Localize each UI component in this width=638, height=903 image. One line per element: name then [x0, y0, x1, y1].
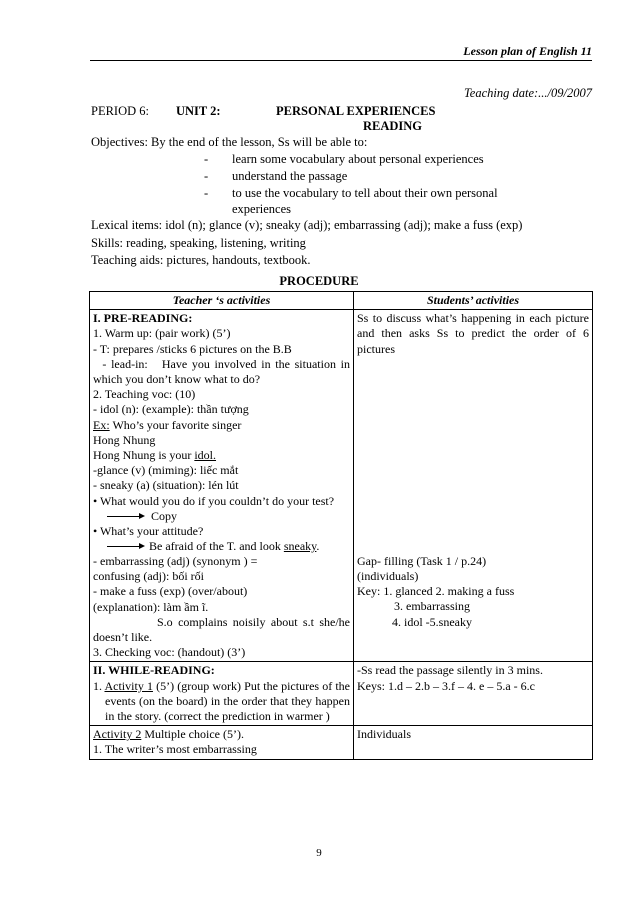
activity-2-students-cell	[354, 726, 593, 759]
objective-item: - understand the passage	[204, 169, 348, 183]
vocab-idol: - idol (n): (example): thần tượng	[93, 402, 249, 417]
students-discuss: Ss to discuss what’s happening in each picture and then asks Ss to predict the order of 6 pictures	[357, 311, 589, 356]
example-sentence: Hong Nhung is your idol.	[93, 448, 217, 463]
warm-up: 1. Warm up: (pair work) (5’)	[93, 326, 231, 341]
procedure-title: PROCEDURE	[279, 274, 359, 288]
running-header: Lesson plan of English 11	[463, 44, 592, 58]
teaching-aids: Teaching aids: pictures, handouts, textbook.	[91, 253, 311, 267]
vocab-fuss-explanation: (explanation): làm ầm ĩ.	[93, 599, 209, 614]
teacher-column-header: Teacher ‘s activities	[90, 292, 354, 310]
key-line: Key: 1. glanced 2. making a fuss	[357, 584, 515, 599]
pre-reading-teacher-cell	[90, 310, 354, 662]
activity-1-keys: Keys: 1.d – 2.b – 3.f – 4. e – 5.a - 6.c	[357, 678, 535, 693]
right-arrow-icon	[107, 516, 143, 517]
header-rule	[90, 60, 592, 61]
checking-voc: 3. Checking voc: (handout) (3’)	[93, 645, 246, 660]
vocab-make-a-fuss: - make a fuss (exp) (over/about)	[93, 584, 248, 599]
fuss-definition: S.o complains noisily about s.t she/he doesn’t like.	[93, 614, 350, 645]
gap-filling: Gap- filling (Task 1 / p.24)	[357, 553, 487, 568]
students-column-header: Students’ activities	[354, 292, 593, 310]
pre-reading-students-cell	[354, 310, 593, 662]
lexical-items: Lexical items: idol (n); glance (v); sneaky (adj); embarrassing (adj); make a fuss (exp)	[91, 218, 523, 232]
vocab-confusing: confusing (adj): bối rối	[93, 569, 204, 584]
activity-1: 1. Activity 1 (5’) (group work) Put the pictures of the events (on the board) in the order that they happen in the story. (correct the prediction in warmer )	[93, 678, 351, 724]
while-reading-teacher-cell	[90, 662, 354, 726]
lead-in: - lead-in: Have you involved in the situation in which you don’t know what to do?	[93, 356, 354, 387]
period-label: PERIOD 6:	[91, 104, 149, 118]
unit-label: UNIT 2:	[176, 104, 221, 118]
objectives-label: Objectives: By the end of the lesson, Ss will be able to:	[91, 135, 368, 149]
objective-item: - learn some vocabulary about personal experiences	[204, 152, 484, 166]
table-row	[90, 662, 593, 726]
activity-2: Activity 2 Multiple choice (5’).	[93, 727, 244, 742]
individuals: (individuals)	[357, 569, 419, 584]
example-line: Ex: Who’s your favorite singer	[93, 417, 242, 432]
unit-title: PERSONAL EXPERIENCES	[276, 104, 436, 118]
section-title: READING	[363, 119, 423, 133]
key-line: 4. idol -5.sneaky	[392, 614, 472, 629]
activity-2-item: 1. The writer’s most embarrassing	[93, 742, 257, 757]
teaching-voc: 2. Teaching voc: (10)	[93, 387, 196, 402]
procedure-table	[89, 291, 593, 760]
question-attitude: • What’s your attitude?	[93, 523, 204, 538]
students-read: -Ss read the passage silently in 3 mins.	[357, 663, 543, 678]
activity-2-mode: Individuals	[357, 727, 411, 742]
objective-item: - to use the vocabulary to tell about their own personal	[204, 186, 498, 200]
objective-item-cont: experiences	[232, 202, 291, 216]
pre-reading-heading: I. PRE-READING:	[93, 311, 193, 326]
example-answer: Hong Nhung	[93, 432, 156, 447]
skills: Skills: reading, speaking, listening, writing	[91, 236, 306, 250]
afraid-arrow-line: Be afraid of the T. and look sneaky.	[93, 539, 350, 554]
while-reading-heading: II. WHILE-READING:	[93, 663, 215, 678]
teacher-prepares: - T: prepares /sticks 6 pictures on the B.B	[93, 341, 292, 356]
key-line: 3. embarrassing	[394, 599, 470, 614]
while-reading-students-cell	[354, 662, 593, 726]
page-number: 9	[316, 847, 322, 859]
table-row	[90, 726, 593, 759]
table-row	[90, 310, 593, 662]
right-arrow-icon	[107, 546, 143, 547]
activity-2-teacher-cell	[90, 726, 354, 759]
copy-arrow-line: Copy	[93, 509, 350, 524]
vocab-embarrassing: - embarrassing (adj) (synonym ) =	[93, 554, 258, 569]
table-header-row	[90, 292, 593, 310]
vocab-sneaky: - sneaky (a) (situation): lén lút	[93, 478, 239, 493]
question-test: • What would you do if you couldn’t do your test?	[93, 493, 335, 508]
teaching-date: Teaching date:.../09/2007	[463, 86, 592, 100]
period-line	[91, 103, 436, 120]
vocab-glance: -glance (v) (miming): liếc mắt	[93, 463, 239, 478]
